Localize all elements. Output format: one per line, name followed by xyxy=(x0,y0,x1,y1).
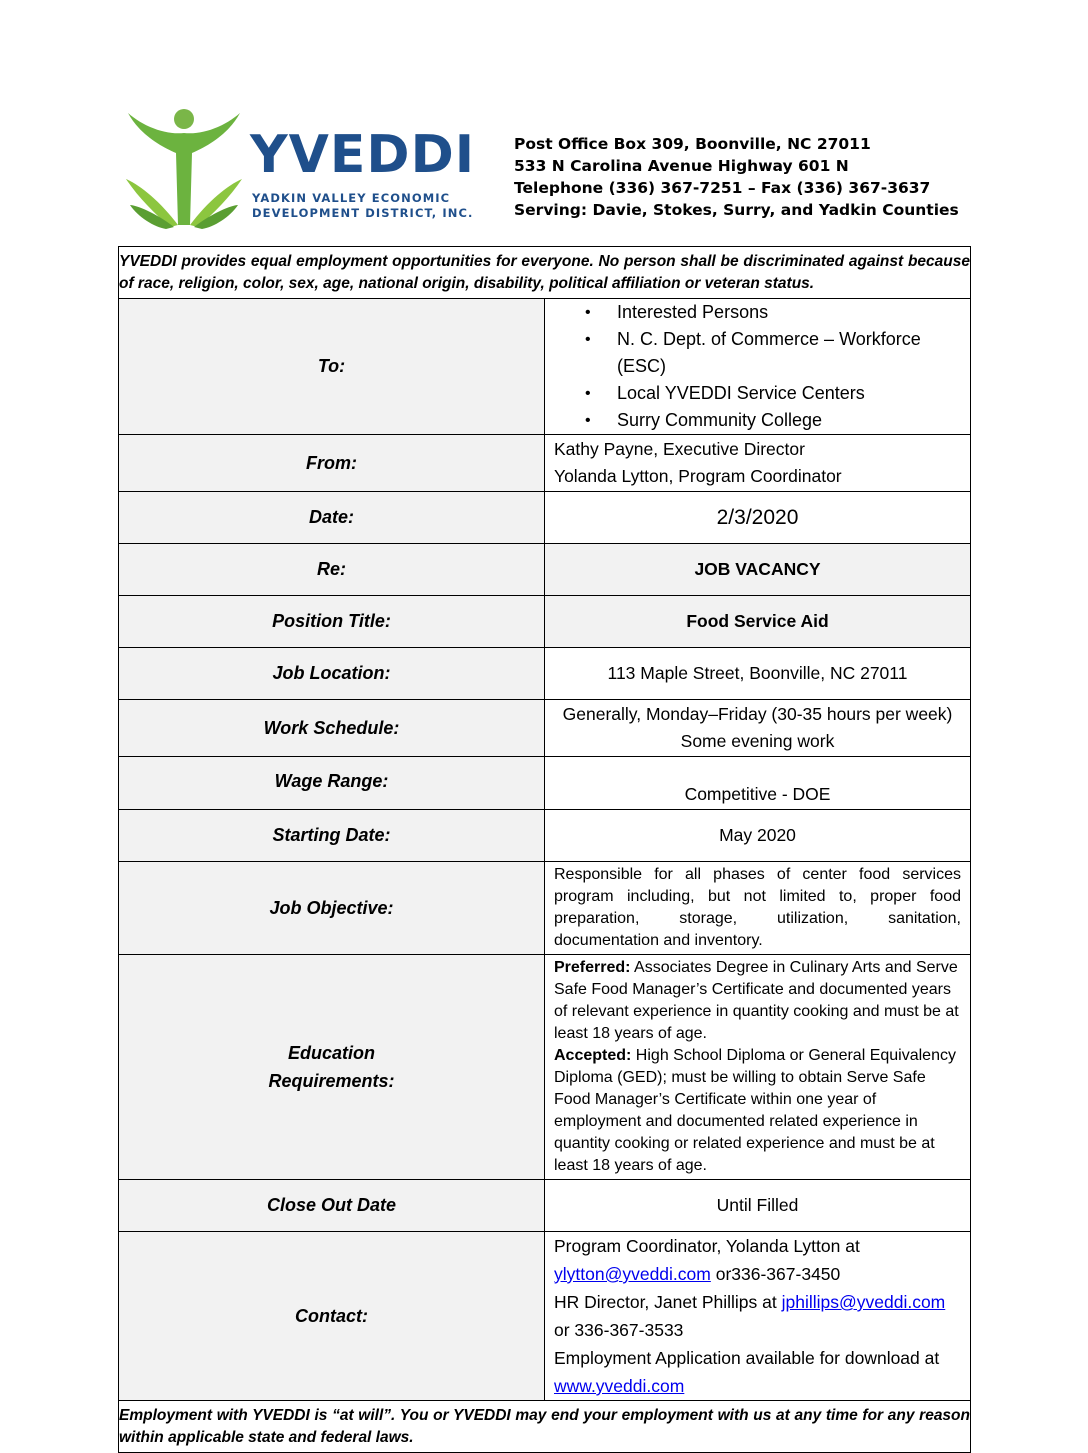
education-row xyxy=(119,955,971,1180)
close-row xyxy=(119,1180,971,1232)
eeo-notice: YVEDDI provides equal employment opportunities for everyone. No person shall be discriminated against because of race, religion, color, sex, age, national origin, disability, political affiliation or veteran status. xyxy=(119,247,971,299)
contact-text: Employment Application available for download at xyxy=(554,1348,940,1368)
email-link-ylytton[interactable]: ylytton@yveddi.com xyxy=(554,1264,711,1284)
to-row xyxy=(119,299,971,435)
education-label-line: Education xyxy=(287,1043,375,1063)
contact-row xyxy=(119,1232,971,1401)
objective-row xyxy=(119,862,971,955)
location-value: 113 Maple Street, Boonville, NC 27011 xyxy=(545,648,971,700)
re-row xyxy=(119,544,971,596)
preferred-label: Preferred: xyxy=(554,959,631,976)
accepted-text: High School Diploma or General Equivalency Diploma (GED); must be willing to obtain Serve Safe Food Manager’s Certificate within one year of employment and documented related experience in quantity cooking or related experience and must be at least 18 years of age. xyxy=(554,1047,956,1174)
wage-label: Wage Range: xyxy=(119,757,545,810)
phone-line: Telephone (336) 367-7251 – Fax (336) 367-3637 xyxy=(514,179,931,197)
schedule-row xyxy=(119,700,971,757)
yveddi-logo xyxy=(126,105,476,230)
objective-text: Responsible for all phases of center food services program including, but not limited to, proper food preparation, storage, utilization, sanitation, documentation and inventory. xyxy=(554,866,961,949)
from-line: Yolanda Lytton, Program Coordinator xyxy=(554,466,842,486)
start-label: Starting Date: xyxy=(119,810,545,862)
logo-subtitle-line2: DEVELOPMENT DISTRICT, INC. xyxy=(252,206,474,220)
contact-text: Program Coordinator, Yolanda Lytton at xyxy=(554,1236,860,1256)
contact-label: Contact: xyxy=(119,1232,545,1401)
logo-name: YVEDDI xyxy=(250,125,476,185)
address-line: 533 N Carolina Avenue Highway 601 N xyxy=(514,157,849,175)
close-label: Close Out Date xyxy=(119,1180,545,1232)
from-value xyxy=(545,435,971,492)
position-row xyxy=(119,596,971,648)
contact-text: HR Director, Janet Phillips at xyxy=(554,1292,782,1312)
position-value: Food Service Aid xyxy=(545,596,971,648)
wage-value: Competitive - DOE xyxy=(545,757,971,810)
contact-line xyxy=(554,1288,961,1344)
to-label: To: xyxy=(119,299,545,435)
logo-figure-icon xyxy=(126,105,246,230)
date-value: 2/3/2020 xyxy=(545,492,971,544)
from-label: From: xyxy=(119,435,545,492)
date-label: Date: xyxy=(119,492,545,544)
date-row xyxy=(119,492,971,544)
location-label: Job Location: xyxy=(119,648,545,700)
re-label: Re: xyxy=(119,544,545,596)
recipient-item: • N. C. Dept. of Commerce – Workforce (ESC) xyxy=(617,326,970,380)
contact-phone: or 336-367-3533 xyxy=(554,1320,684,1340)
schedule-value xyxy=(545,700,971,757)
start-row xyxy=(119,810,971,862)
contact-line xyxy=(554,1344,961,1400)
address-block xyxy=(514,133,959,221)
schedule-label: Work Schedule: xyxy=(119,700,545,757)
education-value xyxy=(545,955,971,1180)
address-line: Post Office Box 309, Boonville, NC 27011 xyxy=(514,135,871,153)
accepted-label: Accepted: xyxy=(554,1047,632,1064)
education-label-line: Requirements: xyxy=(268,1071,395,1091)
wage-row xyxy=(119,757,971,810)
objective-value xyxy=(545,862,971,955)
education-label xyxy=(119,955,545,1180)
from-row xyxy=(119,435,971,492)
schedule-line: Some evening work xyxy=(680,731,835,751)
logo-subtitle-line1: YADKIN VALLEY ECONOMIC xyxy=(252,191,451,205)
start-value: May 2020 xyxy=(545,810,971,862)
contact-line xyxy=(554,1232,961,1288)
re-value: JOB VACANCY xyxy=(545,544,971,596)
location-row xyxy=(119,648,971,700)
preferred-requirements xyxy=(554,957,961,1045)
schedule-line: Generally, Monday–Friday (30-35 hours per week) xyxy=(562,704,953,724)
close-value: Until Filled xyxy=(545,1180,971,1232)
job-vacancy-table xyxy=(118,246,971,1453)
accepted-requirements xyxy=(554,1045,961,1177)
preferred-text: Associates Degree in Culinary Arts and Serve Safe Food Manager’s Certificate and documented years of relevant experience in quantity cooking and must be at least 18 years of age. xyxy=(554,959,959,1042)
recipient-list xyxy=(545,299,970,434)
to-value xyxy=(545,299,971,435)
email-link-jphillips[interactable]: jphillips@yveddi.com xyxy=(781,1292,946,1312)
recipient-item: • Surry Community College xyxy=(617,407,970,434)
recipient-item: • Local YVEDDI Service Centers xyxy=(617,380,970,407)
contact-phone: or336-367-3450 xyxy=(710,1264,841,1284)
contact-value xyxy=(545,1232,971,1401)
website-link[interactable]: www.yveddi.com xyxy=(554,1376,685,1396)
from-line: Kathy Payne, Executive Director xyxy=(554,439,805,459)
recipient-item: • Interested Persons xyxy=(617,299,970,326)
position-label: Position Title: xyxy=(119,596,545,648)
objective-label: Job Objective: xyxy=(119,862,545,955)
service-area-line: Serving: Davie, Stokes, Surry, and Yadkin Counties xyxy=(514,201,959,219)
at-will-notice: Employment with YVEDDI is “at will”. You or YVEDDI may end your employment with us at any time for any reason within applicable state and federal laws. xyxy=(119,1401,971,1453)
